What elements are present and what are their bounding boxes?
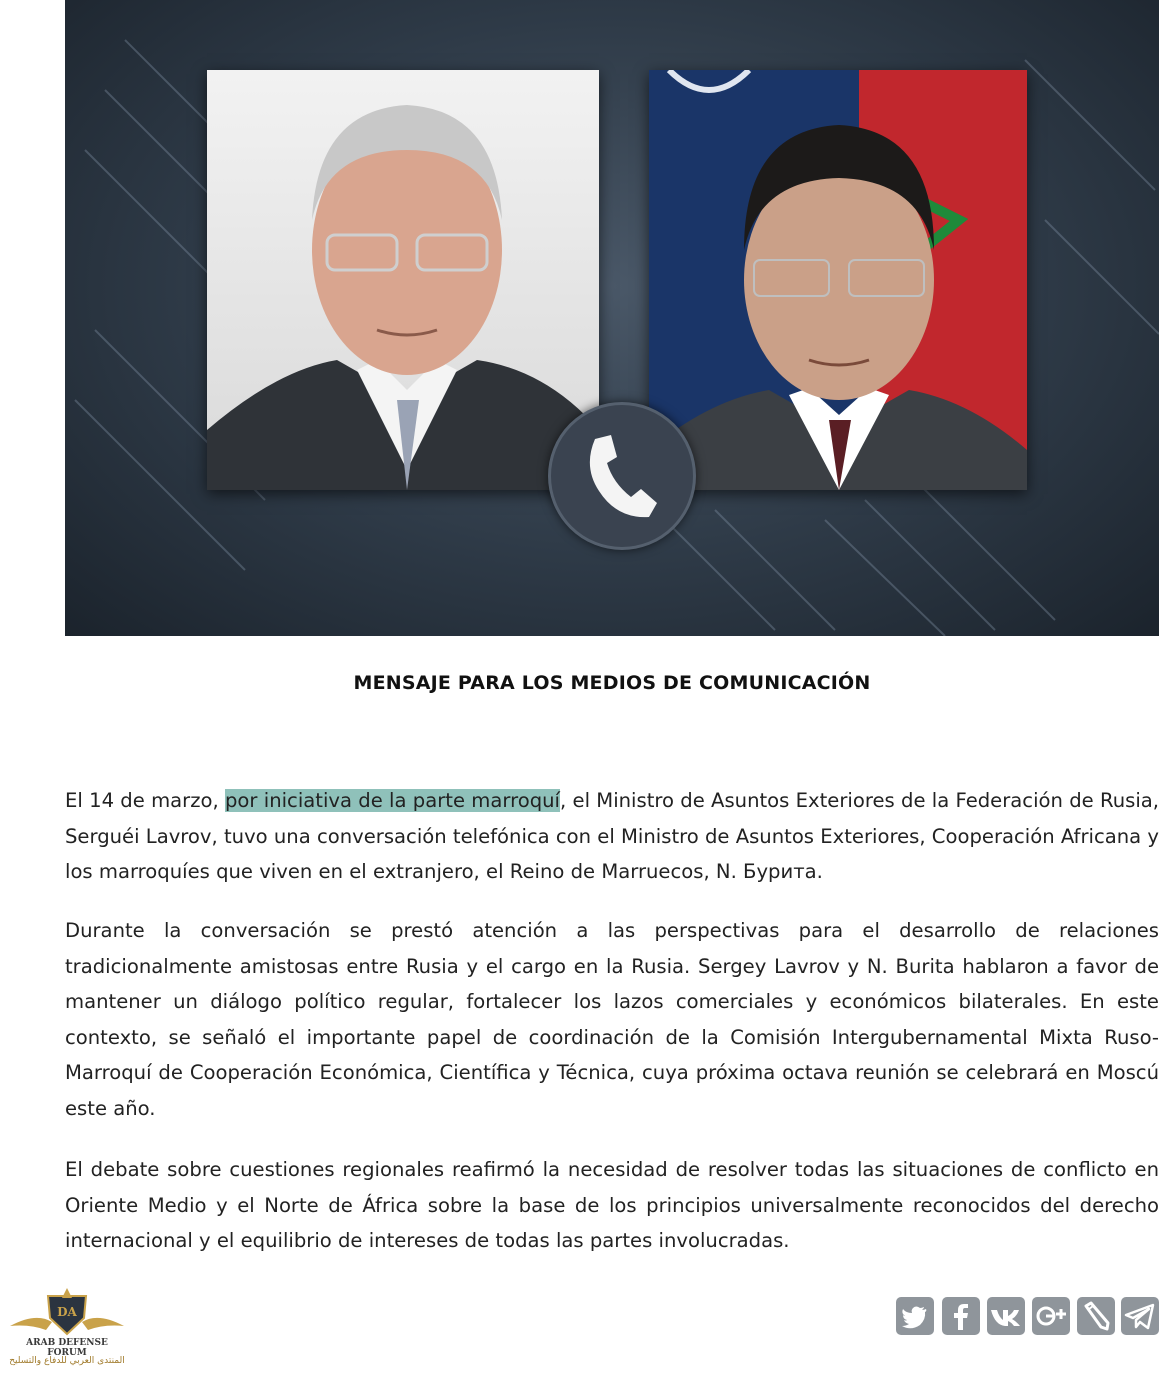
highlighted-text: por iniciativa de la parte marroquí — [225, 789, 561, 812]
vk-icon — [987, 1297, 1025, 1335]
shield-emblem — [6, 1286, 128, 1342]
article-title: MENSAJE PARA LOS MEDIOS DE COMUNICACIÓN — [353, 672, 871, 694]
paragraph-1-rest: , el Ministro de Asuntos Exteriores de la Federación de Rusia, Serguéi Lavrov, tuvo una conversación telefónica con el Ministro de Asuntos Exteriores, Cooperación Africana y los marroquíes que viven en el extranjero, el Reino de Marruecos, N. Бурита. — [65, 789, 1160, 883]
paragraph-1-start: El 14 de marzo, — [65, 789, 225, 812]
hero-image — [65, 0, 1159, 636]
share-facebook-button[interactable] — [942, 1297, 980, 1335]
share-livejournal-button[interactable] — [1077, 1297, 1115, 1335]
share-vk-button[interactable] — [987, 1297, 1025, 1335]
telegram-icon — [1121, 1297, 1159, 1335]
share-twitter-button[interactable] — [896, 1297, 934, 1335]
article-paragraph-1 — [65, 783, 1159, 890]
logo-mark: DA — [57, 1305, 77, 1319]
facebook-icon — [942, 1297, 980, 1335]
livejournal-icon — [1077, 1297, 1115, 1335]
watermark-name: ARAB DEFENSE FORUM — [26, 1338, 108, 1358]
portrait-burita — [649, 70, 1027, 490]
article-paragraph-3: El debate sobre cuestiones regionales reafirmó la necesidad de resolver todas las situaciones de conflicto en Oriente Medio y el Norte de África sobre la base de los principios universalmente reconocidos del derecho internacional y el equilibrio de intereses de todas las partes involucradas. — [65, 1158, 1159, 1252]
share-google-plus-button[interactable] — [1032, 1297, 1070, 1335]
phone-call-badge — [548, 402, 696, 550]
portrait-lavrov — [207, 70, 599, 490]
twitter-icon — [896, 1297, 934, 1335]
share-telegram-button[interactable] — [1121, 1297, 1159, 1335]
phone-icon — [581, 433, 663, 519]
watermark-logo — [6, 1286, 128, 1382]
article-paragraph-2: Durante la conversación se prestó atención a las perspectivas para el desarrollo de relaciones tradicionalmente amistosas entre Rusia y el cargo en la Rusia. Sergey Lavrov y N. Burita hablaron a favor de mantener un diálogo político regular, fortalecer los lazos comerciales y económicos bilaterales. En este contexto, se señaló el importante papel de coordinación de la Comisión Intergubernamental Mixta Ruso-Marroquí de Cooperación Económica, Científica y Técnica, cuya próxima octava reunión se celebrará en Moscú este año. — [65, 919, 1159, 1120]
watermark-arabic: المنتدى العربي للدفاع والتسليح — [9, 1356, 125, 1366]
google-plus-icon — [1032, 1297, 1070, 1335]
